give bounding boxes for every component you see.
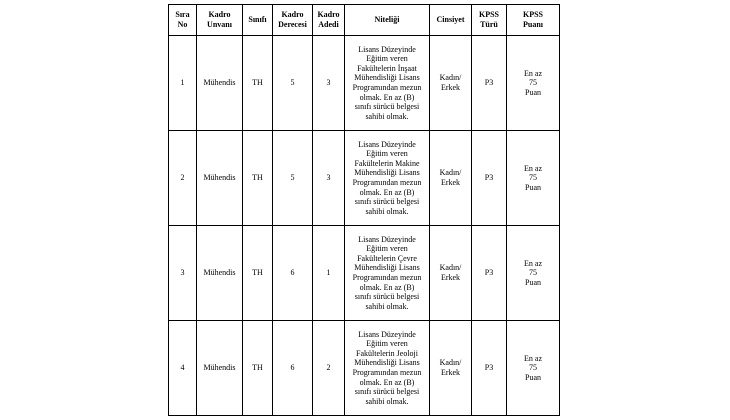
cell-sira: 2 (169, 131, 197, 226)
table-row (169, 131, 560, 226)
cell-kpss-puani: En az 75 Puan (507, 321, 560, 416)
cell-unvan: Mühendis (197, 36, 243, 131)
cell-kpss-turu: P3 (472, 321, 507, 416)
cell-adet: 1 (313, 226, 345, 321)
cell-cinsiyet: Kadın/ Erkek (430, 226, 472, 321)
cell-adet: 2 (313, 321, 345, 416)
cell-derece: 6 (273, 226, 313, 321)
cell-nitelik: Lisans Düzeyinde Eğitim veren Fakültelerin İnşaat Mühendisliği Lisans Programından mezun olmak. En az (B) sınıfı sürücü belgesi sahibi olmak. (345, 36, 430, 131)
cell-kpss-turu: P3 (472, 226, 507, 321)
header-row (169, 5, 560, 36)
cell-derece: 6 (273, 321, 313, 416)
cell-sinif: TH (243, 321, 273, 416)
cell-sira: 3 (169, 226, 197, 321)
cell-cinsiyet: Kadın/ Erkek (430, 36, 472, 131)
cell-nitelik: Lisans Düzeyinde Eğitim veren Fakültelerin Jeoloji Mühendisliği Lisans Programından mezun olmak. En az (B) sınıfı sürücü belgesi sahibi olmak. (345, 321, 430, 416)
header-sira: Sıra No (169, 5, 197, 36)
header-cinsiyet: Cinsiyet (430, 5, 472, 36)
cell-unvan: Mühendis (197, 321, 243, 416)
header-adet: Kadro Adedi (313, 5, 345, 36)
header-derece: Kadro Derecesi (273, 5, 313, 36)
cell-adet: 3 (313, 131, 345, 226)
cell-kpss-turu: P3 (472, 36, 507, 131)
header-kpss-turu: KPSS Türü (472, 5, 507, 36)
kadro-table (168, 4, 560, 416)
table-row (169, 321, 560, 416)
cell-kpss-turu: P3 (472, 131, 507, 226)
header-unvan: Kadro Unvanı (197, 5, 243, 36)
cell-kpss-puani: En az 75 Puan (507, 36, 560, 131)
cell-derece: 5 (273, 131, 313, 226)
cell-sinif: TH (243, 131, 273, 226)
cell-cinsiyet: Kadın/ Erkek (430, 321, 472, 416)
cell-unvan: Mühendis (197, 131, 243, 226)
table-row (169, 36, 560, 131)
table-row (169, 226, 560, 321)
header-nitelik: Niteliği (345, 5, 430, 36)
cell-sinif: TH (243, 226, 273, 321)
cell-kpss-puani: En az 75 Puan (507, 226, 560, 321)
cell-cinsiyet: Kadın/ Erkek (430, 131, 472, 226)
cell-sinif: TH (243, 36, 273, 131)
cell-nitelik: Lisans Düzeyinde Eğitim veren Fakültelerin Çevre Mühendisliği Lisans Programından mezun olmak. En az (B) sınıfı sürücü belgesi sahibi olmak. (345, 226, 430, 321)
cell-sira: 4 (169, 321, 197, 416)
cell-unvan: Mühendis (197, 226, 243, 321)
cell-derece: 5 (273, 36, 313, 131)
cell-kpss-puani: En az 75 Puan (507, 131, 560, 226)
header-kpss-puani: KPSS Puanı (507, 5, 560, 36)
cell-nitelik: Lisans Düzeyinde Eğitim veren Fakültelerin Makine Mühendisliği Lisans Programından mezun olmak. En az (B) sınıfı sürücü belgesi sahibi olmak. (345, 131, 430, 226)
cell-adet: 3 (313, 36, 345, 131)
header-sinif: Sınıfı (243, 5, 273, 36)
cell-sira: 1 (169, 36, 197, 131)
